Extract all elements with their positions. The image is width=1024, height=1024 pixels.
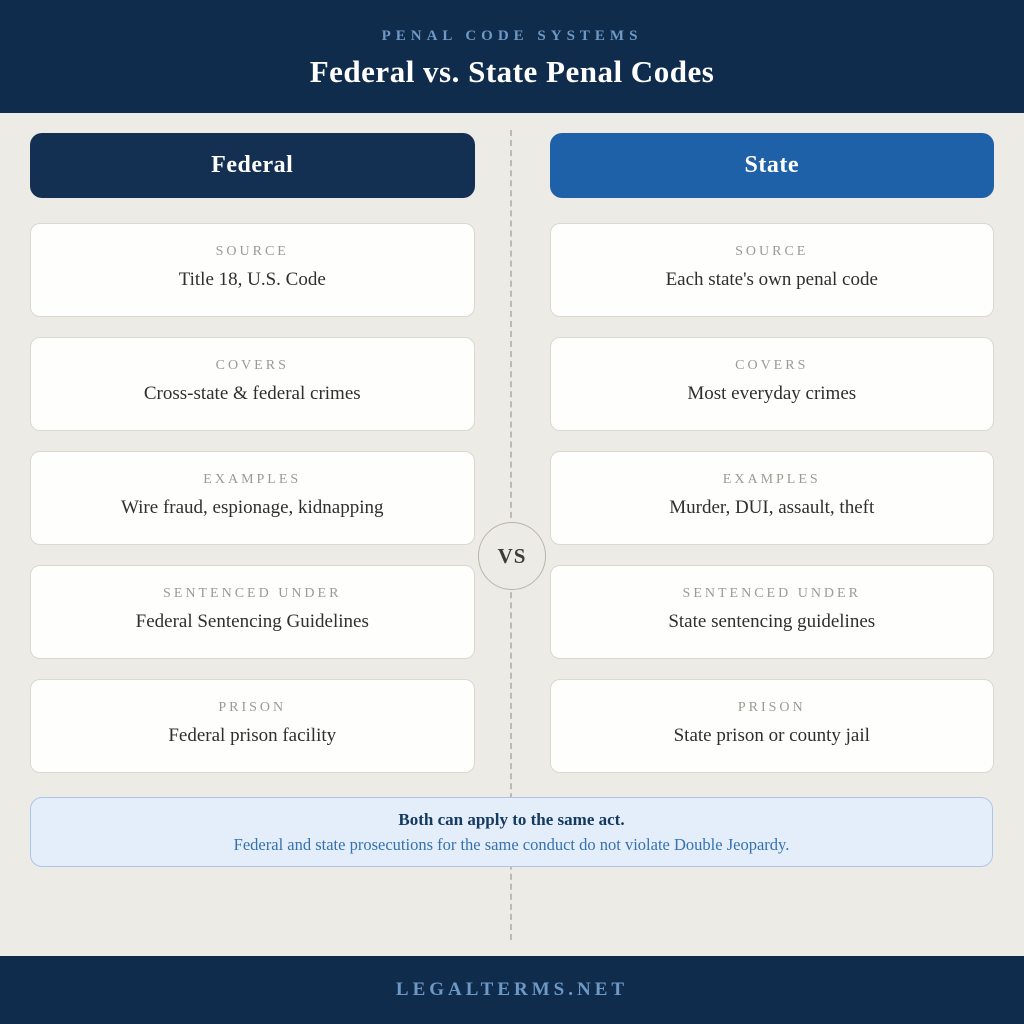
note-body: Federal and state prosecutions for the same conduct do not violate Double Jeopardy. bbox=[233, 834, 790, 854]
federal-examples-card bbox=[30, 451, 475, 545]
card-label: PRISON bbox=[218, 700, 287, 715]
federal-covers-card bbox=[30, 337, 475, 431]
card-value: Cross-state & federal crimes bbox=[143, 383, 361, 404]
card-value: Federal Sentencing Guidelines bbox=[135, 611, 369, 632]
header-banner bbox=[0, 0, 1024, 113]
card-label: SOURCE bbox=[215, 244, 289, 259]
card-value: Federal prison facility bbox=[168, 725, 337, 746]
comparison-columns bbox=[30, 133, 994, 793]
card-value: Most everyday crimes bbox=[687, 383, 857, 404]
card-label: COVERS bbox=[215, 358, 289, 373]
footer-banner bbox=[0, 956, 1024, 1024]
state-examples-card bbox=[550, 451, 995, 545]
state-column-header: State bbox=[550, 133, 995, 198]
state-sentenced-card bbox=[550, 565, 995, 659]
card-value: Wire fraud, espionage, kidnapping bbox=[120, 497, 384, 518]
note-title: Both can apply to the same act. bbox=[398, 809, 625, 829]
card-value: State prison or county jail bbox=[673, 725, 870, 746]
state-column bbox=[550, 133, 995, 793]
federal-sentenced-card bbox=[30, 565, 475, 659]
card-label: COVERS bbox=[735, 358, 809, 373]
card-label: SENTENCED UNDER bbox=[163, 586, 342, 601]
note-box bbox=[30, 797, 993, 867]
federal-column-header: Federal bbox=[30, 133, 475, 198]
state-prison-card bbox=[550, 679, 995, 773]
card-value: Each state's own penal code bbox=[665, 269, 878, 290]
header-eyebrow: PENAL CODE SYSTEMS bbox=[381, 27, 643, 44]
page-title: Federal vs. State Penal Codes bbox=[309, 53, 715, 89]
state-covers-card bbox=[550, 337, 995, 431]
vs-badge: VS bbox=[478, 522, 546, 590]
card-label: EXAMPLES bbox=[722, 472, 821, 487]
state-source-card bbox=[550, 223, 995, 317]
card-label: PRISON bbox=[737, 700, 806, 715]
card-value: Murder, DUI, assault, theft bbox=[669, 497, 875, 518]
federal-column bbox=[30, 133, 475, 793]
card-label: EXAMPLES bbox=[203, 472, 302, 487]
footer-site-name: LEGALTERMS.NET bbox=[395, 979, 629, 1000]
card-label: SOURCE bbox=[735, 244, 809, 259]
card-label: SENTENCED UNDER bbox=[682, 586, 861, 601]
comparison-body bbox=[0, 113, 1024, 956]
card-value: Title 18, U.S. Code bbox=[178, 269, 326, 290]
federal-source-card bbox=[30, 223, 475, 317]
card-value: State sentencing guidelines bbox=[668, 611, 876, 632]
federal-prison-card bbox=[30, 679, 475, 773]
